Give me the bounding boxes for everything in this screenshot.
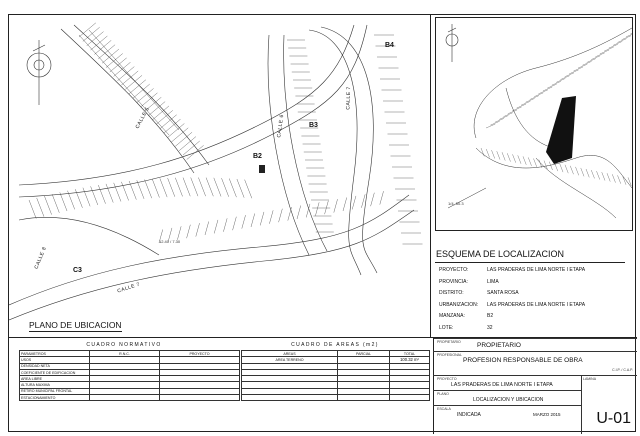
table-header: TOTAL xyxy=(390,351,430,357)
field-value: B2 xyxy=(487,313,494,319)
field-value: LIMA xyxy=(487,278,499,285)
scale-value: INDICADA xyxy=(457,412,481,418)
table-cell: ALTURA MAXIMA xyxy=(20,382,90,388)
date-value: MARZO 2015 xyxy=(533,412,561,417)
plan-drawing xyxy=(9,15,431,337)
owner-value: PROPIETARIO xyxy=(477,342,521,349)
field-value: LAS PRADERAS DE LIMA NORTE I ETAPA xyxy=(487,267,586,273)
table-cell: AREA LIBRE xyxy=(20,376,90,382)
table-cell: USOS xyxy=(20,357,90,363)
table-cell: ESTACIONAMIENTO xyxy=(20,395,90,401)
street-label: CALLE 5 xyxy=(134,106,151,130)
sheet-code: U-01 xyxy=(596,410,631,427)
street-label: CALLE 8 xyxy=(33,245,48,271)
location-sketch-panel xyxy=(431,15,637,337)
field-label: PROYECTO: xyxy=(439,267,469,273)
sheet-label: LAMINA xyxy=(583,377,597,381)
sketch-title: ESQUEMA DE LOCALIZACION xyxy=(436,249,565,259)
project-value: LAS PRADERAS DE LIMA NORTE I ETAPA xyxy=(451,382,553,388)
project-label: PROYECTO xyxy=(437,377,457,381)
drawing-sheet xyxy=(8,14,636,432)
lot-dimension-label: 12.40 / 7.30 xyxy=(159,239,181,244)
north-arrow-icon xyxy=(27,40,51,105)
location-plan xyxy=(9,15,431,337)
areas-table xyxy=(241,350,430,401)
field-label: DISTRITO: xyxy=(439,290,464,296)
area-total: 100.32 m² xyxy=(390,357,430,363)
block-label: B2 xyxy=(253,153,262,160)
street-label: CALLE 7 xyxy=(116,281,141,295)
field-value: SANTA ROSA xyxy=(487,290,519,296)
table-header: PROYECTO xyxy=(160,351,240,357)
project-location-mark xyxy=(546,96,576,164)
owner-label: PROPIETARIO xyxy=(437,340,461,344)
table-cell: AREA TERRENO xyxy=(242,357,338,363)
field-label: MANZANA: xyxy=(439,313,465,319)
table-cell: COEFICIENTE DE EDIFICACION xyxy=(20,369,90,375)
target-lot xyxy=(259,165,265,173)
areas-table-title: CUADRO DE AREAS (m2) xyxy=(291,342,379,348)
normative-table-title: CUADRO NORMATIVO xyxy=(86,342,162,348)
sketch-scale-label: 1/4, 50.3 xyxy=(448,201,464,206)
professional-value: PROFESION RESPONSABLE DE OBRA xyxy=(463,357,583,364)
cip-label: C.I.P. / C.A.P. xyxy=(612,368,633,372)
professional-label: PROFESIONAL xyxy=(437,353,462,357)
north-arrow-icon xyxy=(446,24,458,62)
drawing-label: PLANO xyxy=(437,392,449,396)
field-value: LAS PRADERAS DE LIMA NORTE I ETAPA xyxy=(487,301,586,308)
title-block-area xyxy=(9,337,637,434)
normative-table xyxy=(19,350,240,401)
table-header: PARCIAL xyxy=(338,351,390,357)
field-label: LOTE: xyxy=(439,324,454,331)
field-label: PROVINCIA: xyxy=(439,278,468,285)
field-label: URBANIZACION: xyxy=(439,301,479,308)
title-block xyxy=(433,338,637,434)
drawing-value: LOCALIZACION Y UBICACION xyxy=(473,397,544,403)
plan-title: PLANO DE UBICACION xyxy=(29,320,122,330)
street-label: CALLE 6 xyxy=(276,113,286,139)
block-label: C3 xyxy=(73,267,82,274)
table-cell: RETIRO MUNICIPAL FRONTAL xyxy=(20,388,90,394)
table-header: R.N.C. xyxy=(90,351,160,357)
scale-label: ESCALA xyxy=(437,407,451,411)
block-label: B4 xyxy=(385,42,394,49)
table-header: AREAS xyxy=(242,351,338,357)
location-sketch-map xyxy=(435,17,633,231)
table-cell: DENSIDAD NETA xyxy=(20,363,90,369)
field-value: 32 xyxy=(487,324,493,331)
table-header: PARAMETROS xyxy=(20,351,90,357)
street-label: CALLE 7 xyxy=(345,86,353,110)
block-label: B3 xyxy=(309,122,318,129)
